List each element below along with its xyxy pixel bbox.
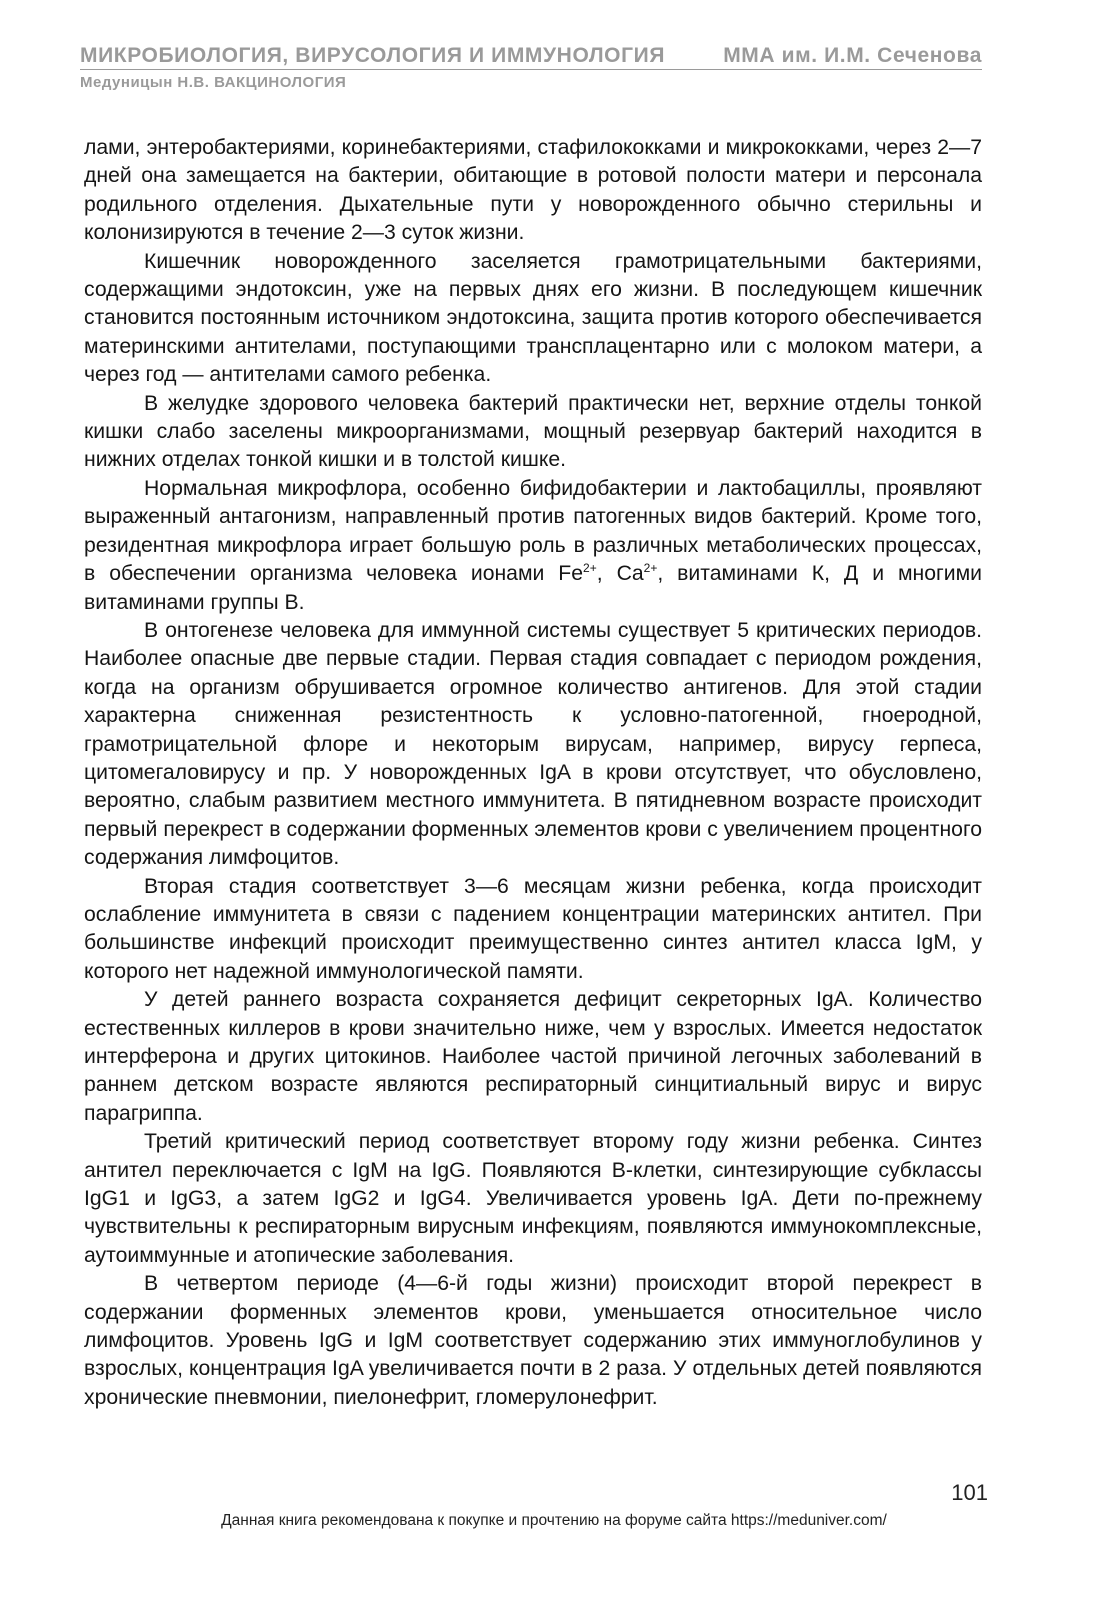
superscript-ca-charge: 2+ xyxy=(643,561,658,576)
paragraph-9: В четвертом периоде (4—6-й годы жизни) происходит второй перекрест в содержании форменных элементов крови, уменьшается относительное число лимфоцитов. Уровень IgG и IgM соответствует содержанию этих иммуноглобулинов у взрослых, концентрация IgA увеличивается почти в 2 раза. У отдельных детей появляются хронические пневмонии, пиелонефрит, гломерулонефрит. xyxy=(84,1272,982,1409)
institution-name: ММА им. И.М. Сеченова xyxy=(723,44,982,67)
page-number: 101 xyxy=(951,1480,988,1505)
running-head-title-line xyxy=(80,44,982,70)
paragraph-5: В онтогенезе человека для иммунной системы существует 5 критических периодов. Наиболее опасные две первые стадии. Первая стадия совпадает с периодом рождения, когда на организм обрушивается огромное количество антигенов. Для этой стадии характерна сниженная резистентность к условно-патогенной, гноеродной, грамотрицательной флоре и некоторым вирусам, например, вирусу герпеса, цитомегаловирусу и пр. У новорожденных IgA в крови отсутствует, что обусловлено, вероятно, слабым развитием местного иммунитета. В пятидневном возрасте происходит первый перекрест в содержании форменных элементов крови с увеличением процентного содержания лимфоцитов. xyxy=(84,618,982,870)
book-series-title: МИКРОБИОЛОГИЯ, ВИРУСОЛОГИЯ И ИММУНОЛОГИЯ xyxy=(80,44,666,67)
paragraph-6: Вторая стадия соответствует 3—6 месяцам жизни ребенка, когда происходит ослабление иммунитета в связи с падением концентрации материнских антител. При большинстве инфекций происходит преимущественно синтез антител класса IgM, у которого нет надежной иммунологической памяти. xyxy=(84,874,982,983)
paragraph-3: В желудке здорового человека бактерий практически нет, верхние отделы тонкой кишки слабо заселены микроорганизмами, мощный резервуар бактерий находится в нижних отделах тонкой кишки и в толстой кишке. xyxy=(84,391,982,472)
running-head xyxy=(80,44,982,91)
superscript-fe-charge: 2+ xyxy=(583,561,597,576)
paragraph-4-text-b: , Ca xyxy=(596,562,644,586)
paragraph-4 xyxy=(84,475,982,617)
paragraph-4-text-c: , витаминами К, Д и многими витаминами группы В. xyxy=(84,562,982,614)
paragraph-7: У детей раннего возраста сохраняется дефицит секреторных IgA. Количество естественных киллеров в крови значительно ниже, чем у взрослых. Имеется недостаток интерферона и других цитокинов. Наиболее частой причиной легочных заболеваний в раннем детском возрасте являются респираторный синцитиальный вирус и вирус парагриппа. xyxy=(84,988,982,1125)
footer-note: Данная книга рекомендована к покупке и прочтению на форуме сайта https://meduniver.com/ xyxy=(221,1512,887,1529)
book-author-title: Медуницын Н.В. ВАКЦИНОЛОГИЯ xyxy=(80,74,347,91)
paragraph-4-text-a: Нормальная микрофлора, особенно бифидобактерии и лактобациллы, проявляют выраженный антагонизм, направленный против патогенных видов бактерий. Кроме того, резидентная микрофлора играет большую роль в различных метаболических процессах, в обеспечении организма человека ионами Fe xyxy=(84,476,982,586)
page-body xyxy=(84,134,982,1412)
paragraph-1: лами, энтеробактериями, коринебактериями, стафилококками и микрококками, через 2—7 дней она замещается на бактерии, обитающие в ротовой полости матери и персонала родильного отделения. Дыхательные пути у новорожденного обычно стерильны и колонизируются в течение 2—3 суток жизни. xyxy=(84,136,982,245)
paragraph-2: Кишечник новорожденного заселяется грамотрицательными бактериями, содержащими эндотоксин, уже на первых днях его жизни. В последующем кишечник становится постоянным источником эндотоксина, защита против которого обеспечивается материнскими антителами, поступающими трансплацентарно или с молоком матери, а через год — антителами самого ребенка. xyxy=(84,249,982,387)
paragraph-8: Третий критический период соответствует второму году жизни ребенка. Синтез антител переключается с IgM на IgG. Появляются В-клетки, синтезирующие субклассы IgG1 и IgG3, а затем IgG2 и IgG4. Увеличивается уровень IgA. Дети по-прежнему чувствительны к респираторным вирусным инфекциям, появляются иммунокомплексные, аутоиммунные и атопические заболевания. xyxy=(84,1130,982,1267)
